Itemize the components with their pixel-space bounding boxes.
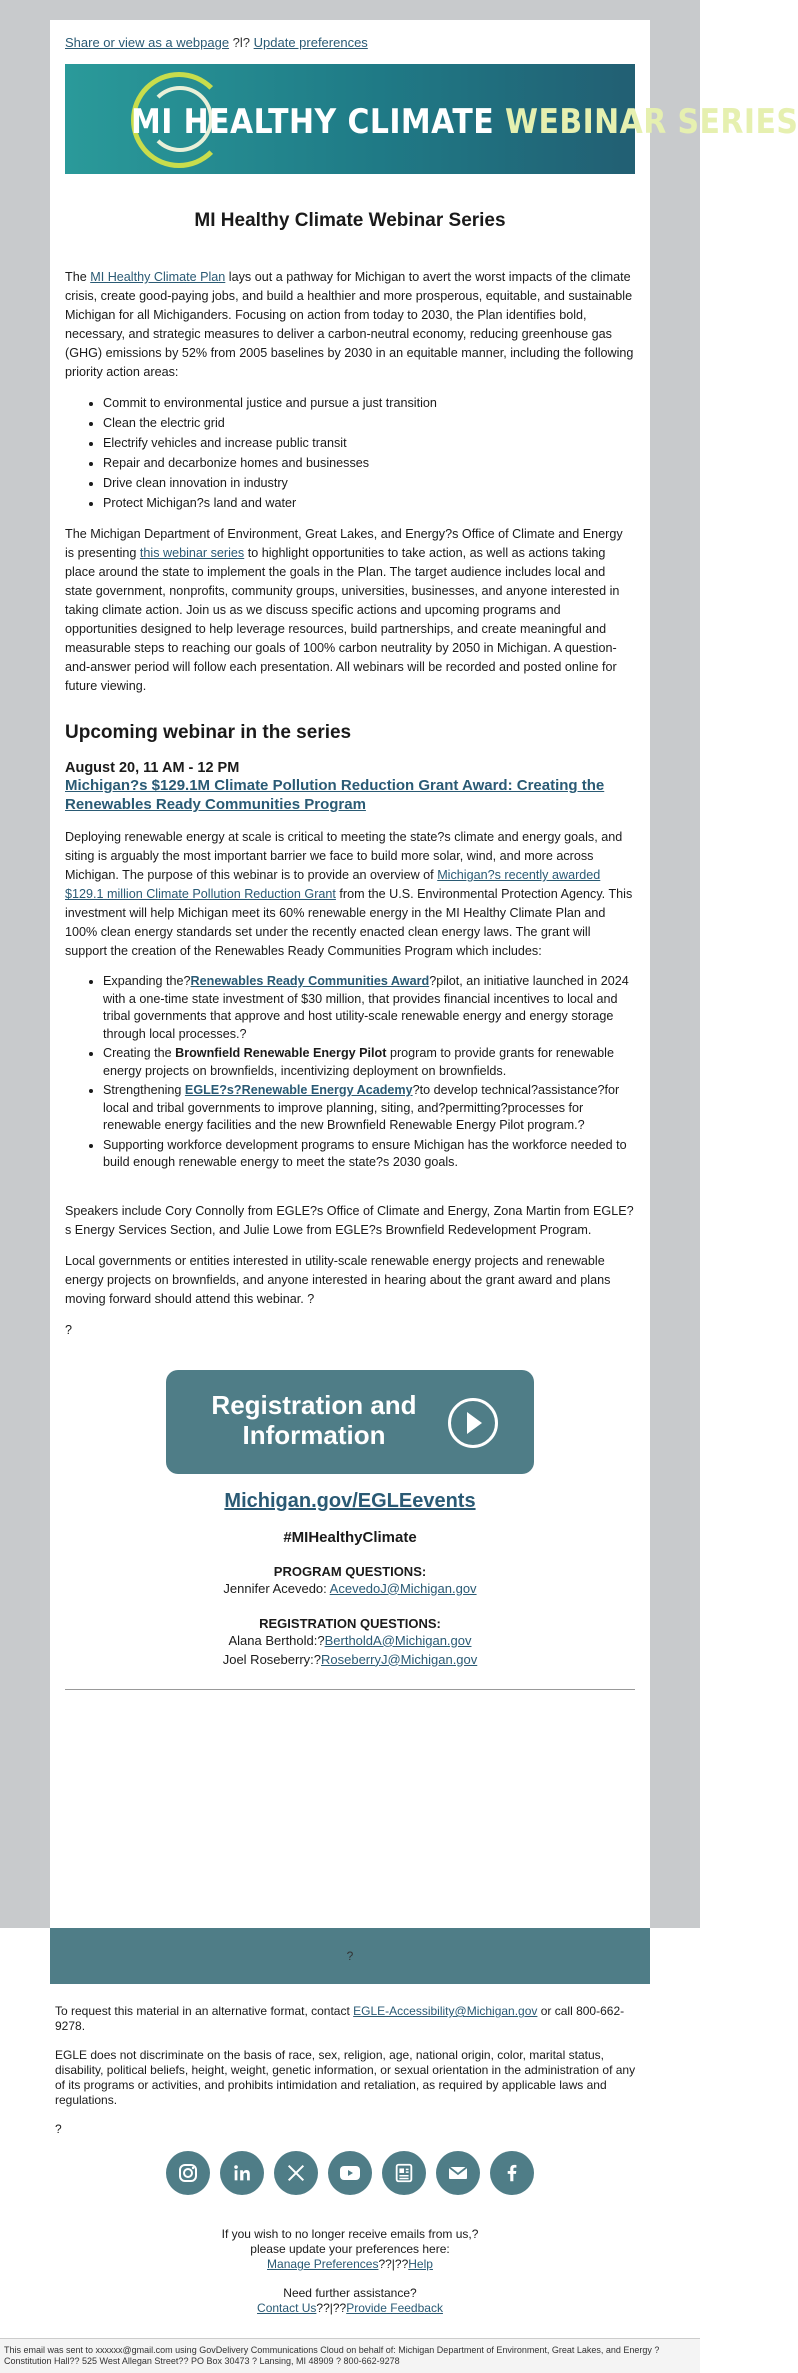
hashtag: #MIHealthyClimate xyxy=(283,1528,417,1546)
top-separator: ?l? xyxy=(229,35,254,50)
rrc-award-link[interactable]: Renewables Ready Communities Award xyxy=(190,974,430,988)
legal-section xyxy=(50,1984,650,2316)
registration-button[interactable] xyxy=(166,1370,534,1474)
energy-academy-link[interactable]: EGLE?s?Renewable Energy Academy xyxy=(184,1083,413,1097)
email-icon[interactable] xyxy=(436,2151,480,2195)
instagram-icon[interactable] xyxy=(166,2151,210,2195)
webinar-title-link[interactable]: Michigan?s $129.1M Climate Pollution Reduction Grant Award: Creating the Renewables Ready Communities Program xyxy=(65,777,605,813)
spacer-text: ? xyxy=(55,2122,62,2136)
webinar-section xyxy=(65,828,635,1340)
list-item: • Protect Michigan?s land and water xyxy=(103,494,635,513)
top-links xyxy=(65,34,635,58)
berthold-email-link[interactable]: BertholdA@Michigan.gov xyxy=(324,1632,472,1648)
speakers-paragraph: Speakers include Cory Connolly from EGLE?s Office of Climate and Energy, Zona Martin from EGLE?s Energy Services Section, and Julie Lowe from EGLE?s Brownfield Redevelopment Program. xyxy=(65,1203,634,1237)
list-item: • Clean the electric grid xyxy=(103,414,635,433)
webinar-date: August 20, 11 AM - 12 PM xyxy=(65,760,240,776)
update-preferences-link[interactable]: Update preferences xyxy=(253,35,368,50)
list-item: • Commit to environmental justice and pursue a just transition xyxy=(103,394,635,413)
registration-button-label: Registration and Information xyxy=(211,1389,417,1450)
series-paragraph: The Michigan Department of Environment, Great Lakes, and Energy?s Office of Climate and Energy is presenting this webinar series to highlight opportunities to take action, as well as actions taking place around the state to implement the goals in the Plan. The target audience includes local and state government, nonprofits, community groups, universities, businesses, and anyone interested in taking climate action. Join us as we discuss specific actions and upcoming programs and opportunities designed to help leverage resources, build partnerships, and create meaningful and measurable steps to reaching our goals of 100% carbon neutrality by 2050 in Michigan. A question-and-answer period will follow each presentation. All webinars will be recorded and posted online for future viewing. xyxy=(65,527,623,693)
roseberry-email-link[interactable]: RoseberryJ@Michigan.gov xyxy=(321,1651,478,1667)
acevedo-email-link[interactable]: AcevedoJ@Michigan.gov xyxy=(329,1580,477,1596)
registration-questions-heading: REGISTRATION QUESTIONS: xyxy=(259,1615,441,1631)
list-item: • Drive clean innovation in industry xyxy=(103,474,635,493)
intro-paragraph: The MI Healthy Climate Plan lays out a pathway for Michigan to avert the worst impacts of the climate crisis, create good-paying jobs, and build a healthier and more prosperous, equitable, and sustainable Michigan for all Michiganders. Focusing on action from today to 2030, the Plan identifies bold, necessary, and strategic measures to deliver a carbon-neutral economy, reducing greenhouse gas (GHG) emissions by 52% from 2005 baselines by 2030 in an equitable manner, including the following priority action areas: xyxy=(65,270,634,379)
list-item: • Supporting workforce development programs to ensure Michigan has the workforce needed to build enough renewable energy to meet the state?s 2030 goals. xyxy=(103,1137,635,1172)
unsubscribe-section: If you wish to no longer receive emails from us,? please update your preferences here: Manage Preferences??|??Help xyxy=(221,2227,479,2271)
egle-events-link[interactable]: Michigan.gov/EGLEevents xyxy=(224,1489,476,1512)
list-item: • Expanding the?Renewables Ready Communities Award?pilot, an initiative launched in 2024 with a one-time state investment of $30 million, that provides financial incentives to local and tribal governments that approve and host utility-scale renewable energy and energy storage through local processes.? xyxy=(103,973,635,1043)
page-title: MI Healthy Climate Webinar Series xyxy=(194,210,506,231)
nondiscrimination-text: EGLE does not discriminate on the basis of race, sex, religion, age, national origin, color, marital status, disability, political beliefs, height, weight, genetic information, or sexual orientation in the administration of any of its programs or activities, and prohibits intimidation and retaliation, as required by applicable laws and regulations. xyxy=(55,2048,636,2107)
webinar-series-link[interactable]: this webinar series xyxy=(139,546,245,560)
share-link[interactable]: Share or view as a webpage xyxy=(65,35,230,50)
grant-link[interactable]: Michigan?s recently awarded $129.1 million Climate Pollution Reduction Grant xyxy=(65,868,601,901)
alt-format-text: To request this material in an alternative format, contact EGLE-Accessibility@Michigan.gov or call 800-662-9278. xyxy=(55,2004,625,2033)
x-icon[interactable] xyxy=(274,2151,318,2195)
help-link[interactable]: Help xyxy=(408,2257,433,2271)
youtube-icon[interactable] xyxy=(328,2151,372,2195)
newsletter-icon[interactable] xyxy=(382,2151,426,2195)
registration-contact-1: Alana Berthold:?BertholdA@Michigan.gov xyxy=(228,1632,472,1648)
facebook-icon[interactable] xyxy=(490,2151,534,2195)
program-list xyxy=(103,973,635,1172)
webinar-paragraph: Deploying renewable energy at scale is critical to meeting the state?s climate and energy goals, and siting is arguably the most important barrier we face to build more solar, wind, and more across Michigan. The purpose of this webinar is to provide an overview of Michigan?s recently awarded $129.1 million Climate Pollution Reduction Grant from the U.S. Environmental Protection Agency. This investment will help Michigan meet its 60% renewable energy in the MI Healthy Climate Plan and 100% clean energy standards set under the recently enacted clean energy laws. The grant will support the creation of the Renewables Ready Communities Program which includes: xyxy=(65,830,633,958)
contact-section xyxy=(65,1490,635,1669)
divider xyxy=(65,1689,635,1690)
social-icons xyxy=(55,2151,645,2195)
priority-list xyxy=(103,394,635,513)
banner-title: MI HEALTHY CLIMATE WEBINAR SERIES xyxy=(131,102,798,142)
accessibility-email-link[interactable]: EGLE-Accessibility@Michigan.gov xyxy=(353,2004,538,2018)
arrow-right-icon xyxy=(448,1398,498,1448)
upcoming-heading: Upcoming webinar in the series xyxy=(65,722,352,743)
program-questions-heading: PROGRAM QUESTIONS: xyxy=(273,1563,427,1579)
registration-contact-2: Joel Roseberry:?RoseberryJ@Michigan.gov xyxy=(222,1651,478,1667)
climate-plan-link[interactable]: MI Healthy Climate Plan xyxy=(90,270,226,284)
list-item: • Creating the Brownfield Renewable Energy Pilot program to provide grants for renewable energy projects on brownfields, incentivizing deployment on brownfields. xyxy=(103,1045,635,1080)
footer-bar: ? xyxy=(50,1928,650,1984)
provide-feedback-link[interactable]: Provide Feedback xyxy=(346,2301,443,2315)
linkedin-icon[interactable] xyxy=(220,2151,264,2195)
sent-notice: This email was sent to xxxxxx@gmail.com using GovDelivery Communications Cloud on behalf of: Michigan Department of Environment, Great Lakes, and Energy ? Constitution Hall?? 525 West Allegan Street?? PO Box 30473 ? Lansing, MI 48909 ? 800-662-9278 xyxy=(0,2338,700,2373)
spacer-text: ? xyxy=(65,1322,73,1337)
list-item: • Strengthening EGLE?s?Renewable Energy Academy?to develop technical?assistance?for local and tribal governments to improve planning, siting, and?permitting?processes for renewable energy facilities and the new Brownfield Renewable Energy Pilot program.? xyxy=(103,1082,635,1135)
assistance-section: Need further assistance? Contact Us??|??Provide Feedback xyxy=(257,2286,443,2315)
header-banner xyxy=(65,64,798,174)
program-contact: Jennifer Acevedo: AcevedoJ@Michigan.gov xyxy=(223,1580,477,1596)
intro-section xyxy=(65,268,635,696)
list-item: • Electrify vehicles and increase public transit xyxy=(103,434,635,453)
contact-us-link[interactable]: Contact Us xyxy=(257,2301,317,2315)
audience-paragraph: Local governments or entities interested in utility-scale renewable energy projects and renewable energy projects on brownfields, and anyone interested in hearing about the grant award and plans moving forward should attend this webinar. ? xyxy=(65,1253,611,1306)
manage-preferences-link[interactable]: Manage Preferences xyxy=(267,2257,379,2271)
email-card xyxy=(50,20,798,1928)
list-item: • Repair and decarbonize homes and businesses xyxy=(103,454,635,473)
